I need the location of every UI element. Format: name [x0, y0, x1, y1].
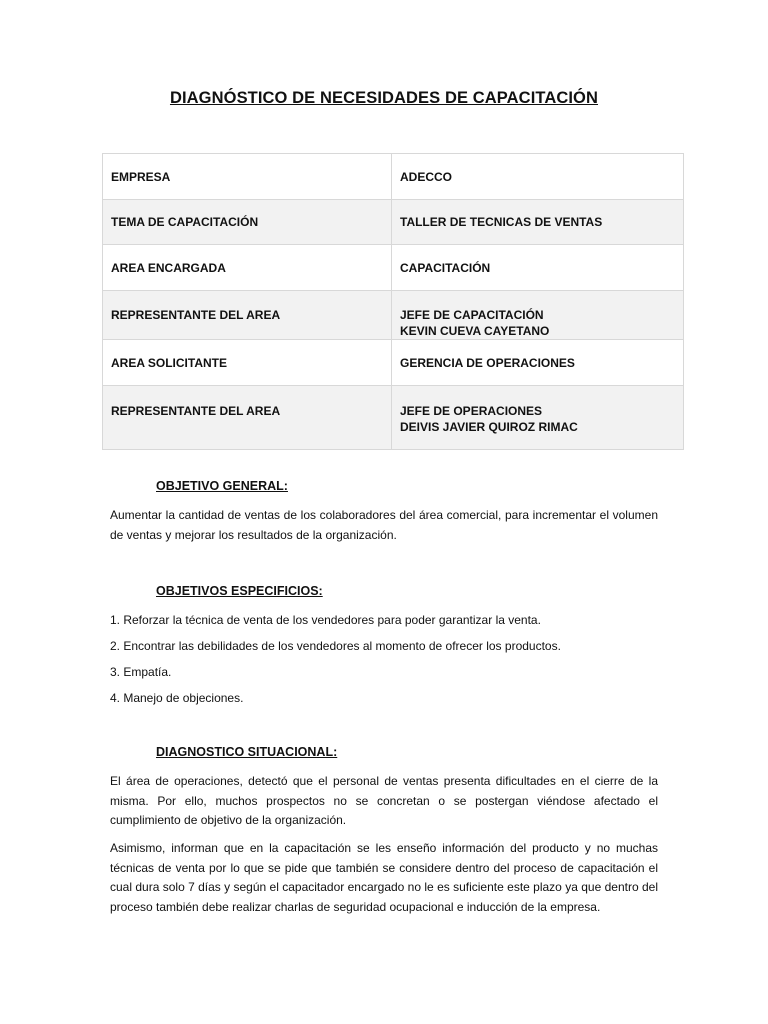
document-title: DIAGNÓSTICO DE NECESIDADES DE CAPACITACIÓN: [169, 89, 599, 107]
row-value-area-solicitante: GERENCIA DE OPERACIONES: [392, 340, 684, 386]
row-label-representante-solicitante: REPRESENTANTE DEL AREA: [103, 386, 392, 450]
row-value-empresa: ADECCO: [392, 154, 684, 200]
row-value-area-encargada: CAPACITACIÓN: [392, 245, 684, 291]
table-row: [103, 154, 684, 200]
table-row: [103, 200, 684, 245]
diagnostico-paragraph-1: El área de operaciones, detectó que el personal de ventas presenta dificultades en el cierre de la misma. Por ello, muchos prospectos no se concretan o se postergan viéndose afectado el cumplimiento de objetivo de la organización.: [110, 774, 658, 827]
representante-solicitante-nombre: DEIVIS JAVIER QUIROZ RIMAC: [400, 420, 578, 434]
row-value-representante-solicitante: [392, 386, 684, 450]
objetivo-general-text: Aumentar la cantidad de ventas de los colaboradores del área comercial, para incrementar el volumen de ventas y mejorar los resultados de la organización.: [110, 508, 658, 542]
table-row: [103, 386, 684, 450]
diagnostico-paragraph-2: Asimismo, informan que en la capacitación se les enseño información del producto y no muchas técnicas de venta por lo que se pide que también se considere dentro del proceso de capacitación el cual dura solo 7 días y según el capacitador encargado no le es suficiente este plazo ya que dentro del proceso también debe realizar charlas de seguridad ocupacional e inducción de la empresa.: [110, 841, 658, 914]
representante-cargo: JEFE DE CAPACITACIÓN: [400, 308, 544, 322]
objetivo-general-heading: OBJETIVO GENERAL:: [156, 479, 288, 493]
table-row: [103, 291, 684, 340]
list-item: 2. Encontrar las debilidades de los vendedores al momento de ofrecer los productos.: [110, 639, 561, 653]
row-label-empresa: EMPRESA: [103, 154, 392, 200]
representante-solicitante-cargo: JEFE DE OPERACIONES: [400, 404, 543, 418]
representante-nombre: KEVIN CUEVA CAYETANO: [400, 324, 550, 338]
row-value-representante: [392, 291, 684, 340]
list-item: 1. Reforzar la técnica de venta de los vendedores para poder garantizar la venta.: [110, 613, 541, 627]
row-label-representante: REPRESENTANTE DEL AREA: [103, 291, 392, 340]
row-label-area-solicitante: AREA SOLICITANTE: [103, 340, 392, 386]
row-value-tema: TALLER DE TECNICAS DE VENTAS: [392, 200, 684, 245]
info-table: [102, 153, 684, 450]
row-label-area-encargada: AREA ENCARGADA: [103, 245, 392, 291]
table-row: [103, 245, 684, 291]
diagnostico-heading: DIAGNOSTICO SITUACIONAL:: [156, 745, 338, 759]
list-item: 3. Empatía.: [110, 665, 172, 679]
row-label-tema: TEMA DE CAPACITACIÓN: [103, 200, 392, 245]
table-row: [103, 340, 684, 386]
objetivos-especificos-heading: OBJETIVOS ESPECIFICIOS:: [156, 584, 323, 598]
list-item: 4. Manejo de objeciones.: [110, 691, 244, 705]
